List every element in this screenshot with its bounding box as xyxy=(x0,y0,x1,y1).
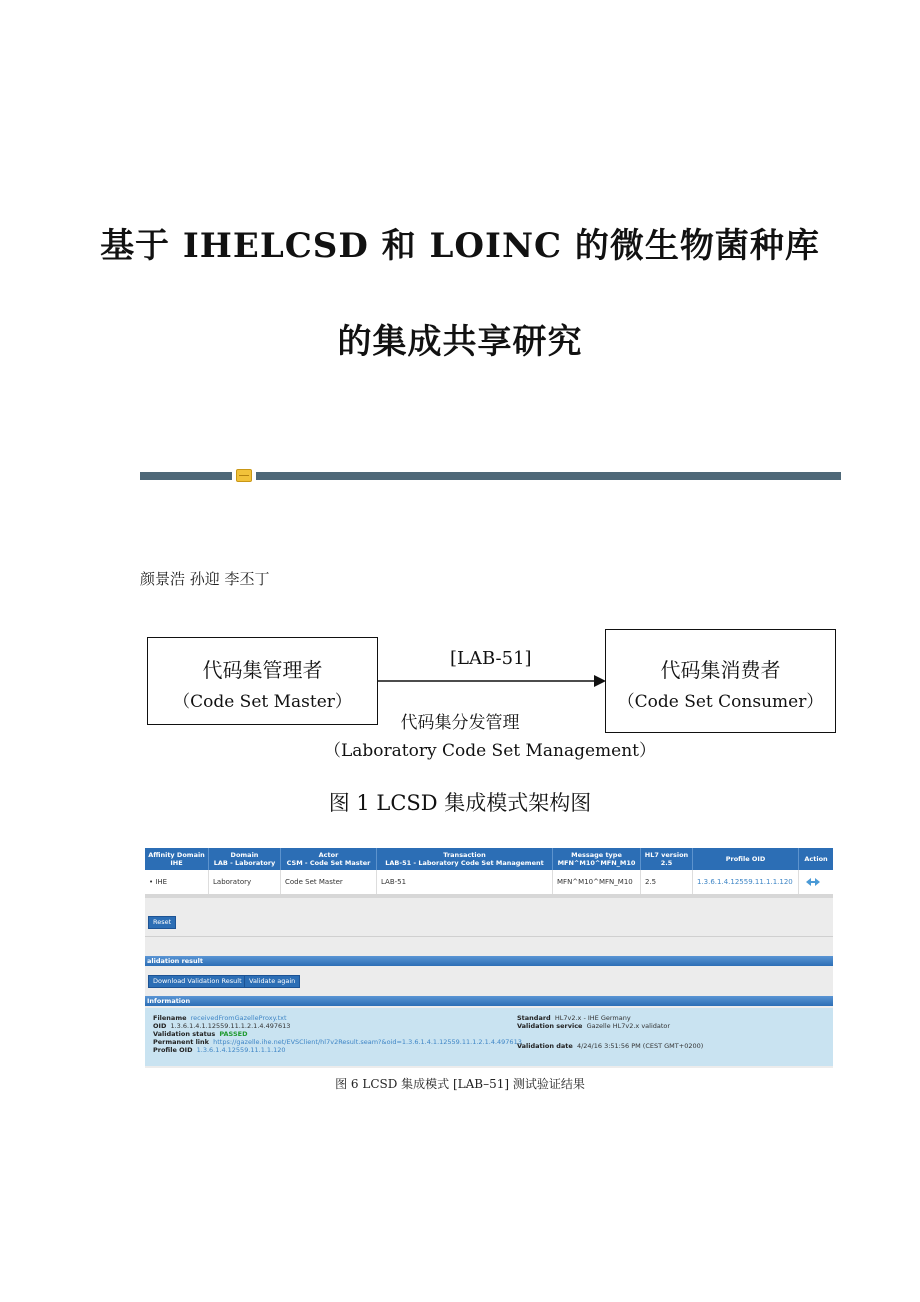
profile-oid-link[interactable]: 1.3.6.1.4.12559.11.1.1.120 xyxy=(196,1046,286,1054)
master-box-title: 代码集管理者 xyxy=(202,658,323,682)
validation-table-header xyxy=(145,848,833,870)
validation-service-row: Validation service Gazelle HL7v2.x validator xyxy=(517,1022,671,1030)
consumer-box-title: 代码集消费者 xyxy=(660,658,781,682)
col-affinity: Affinity Domain IHE xyxy=(145,848,209,870)
col-domain: Domain LAB - Laboratory xyxy=(209,848,281,870)
separator xyxy=(145,936,833,937)
oid-row: OID 1.3.6.1.4.1.12559.11.1.2.1.4.497613 xyxy=(153,1022,291,1030)
validate-again-button[interactable]: Validate again xyxy=(244,975,300,988)
validate-action-icon[interactable] xyxy=(799,870,833,894)
cell-domain: Laboratory xyxy=(209,870,281,894)
permanent-link-row: Permanent link https://gazelle.ihe.net/EVSClient/hl7v2Result.seam?&oid=1.3.6.1.4.1.12559.11.1.2.1.4.497613 xyxy=(153,1038,522,1046)
information-header: Information xyxy=(145,996,833,1006)
cell-profile-oid[interactable]: 1.3.6.1.4.12559.11.1.1.120 xyxy=(693,870,799,894)
figure6-caption: 图 6 LCSD 集成模式 [LAB–51] 测试验证结果 xyxy=(335,1077,585,1091)
col-action: Action xyxy=(804,855,828,863)
col-message-type: Message type MFN^M10^MFN_M10 xyxy=(553,848,641,870)
col-profile-oid: Profile OID xyxy=(693,848,799,870)
envelope-icon xyxy=(236,469,252,482)
validation-result-header: alidation result xyxy=(145,956,833,966)
doc-title-line1: 基于 IHELCSD 和 LOINC 的微生物菌种库 xyxy=(100,226,820,266)
authors: 颜景浩 孙迎 李丕丁 xyxy=(140,570,270,588)
col-actor: Actor CSM - Code Set Master xyxy=(281,848,377,870)
profile-oid-row: Profile OID 1.3.6.1.4.12559.11.1.1.120 xyxy=(153,1046,286,1054)
cell-transaction: LAB-51 xyxy=(377,870,553,894)
col-hl7-version: HL7 version 2.5 xyxy=(641,848,693,870)
validation-status-row: Validation status PASSED xyxy=(153,1030,248,1038)
cell-actor: Code Set Master xyxy=(281,870,377,894)
cell-affinity: • IHE xyxy=(145,870,209,894)
doc-title-line2: 的集成共享研究 xyxy=(337,322,583,362)
divider-left xyxy=(140,472,232,480)
transaction-name-en: （Laboratory Code Set Management） xyxy=(323,741,657,761)
validation-screenshot xyxy=(145,848,833,1068)
permanent-link[interactable]: https://gazelle.ihe.net/EVSClient/hl7v2Result.seam?&oid=1.3.6.1.4.1.12559.11.1.2.1.4.497613 xyxy=(213,1038,522,1046)
divider-right xyxy=(256,472,841,480)
master-box-subtitle: （Code Set Master） xyxy=(173,692,352,712)
transaction-name-cn: 代码集分发管理 xyxy=(400,713,520,733)
standard-row: Standard HL7v2.x - IHE Germany xyxy=(517,1014,631,1022)
col-transaction: Transaction LAB-51 - Laboratory Code Set Management xyxy=(377,848,553,870)
reset-button[interactable]: Reset xyxy=(148,916,176,929)
information-panel xyxy=(145,1008,833,1066)
figure1-caption: 图 1 LCSD 集成模式架构图 xyxy=(328,791,592,815)
transaction-arrow xyxy=(378,672,608,690)
transaction-label: [LAB-51] xyxy=(450,648,532,669)
validation-date-row: Validation date 4/24/16 3:51:56 PM (CEST GMT+0200) xyxy=(517,1042,704,1050)
consumer-box-subtitle: （Code Set Consumer） xyxy=(617,692,824,712)
cell-hl7-version: 2.5 xyxy=(641,870,693,894)
download-validation-result-button[interactable]: Download Validation Result xyxy=(148,975,247,988)
filename-row: Filename receivedFromGazelleProxy.txt xyxy=(153,1014,287,1022)
table-row xyxy=(145,870,833,898)
cell-message-type: MFN^M10^MFN_M10 xyxy=(553,870,641,894)
code-set-consumer-box xyxy=(605,629,836,733)
